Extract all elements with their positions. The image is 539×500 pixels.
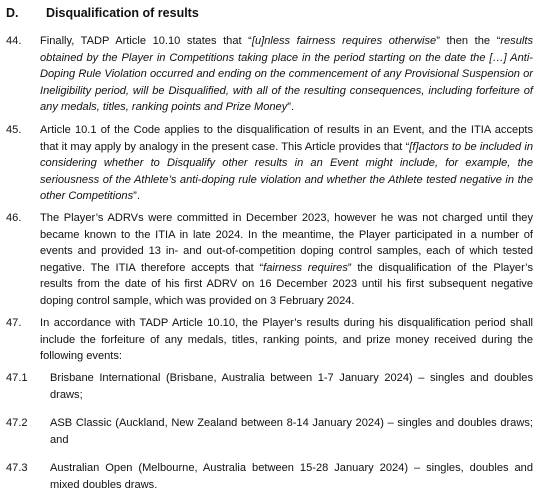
quoted-text-italic: fairness requires (263, 261, 348, 274)
paragraph-47-3 (6, 460, 533, 493)
paragraph-text (40, 315, 533, 365)
text-run: In accordance with TADP Article 10.10, the Player’s results during his disqualification period shall include the forfeiture of any medals, titles, ranking points, and prize money received during the following events: (40, 317, 533, 363)
paragraph-47-2 (6, 415, 533, 448)
text-run: ” then the “ (436, 35, 501, 47)
text-run: ”. (133, 190, 140, 203)
text-run: The Player’s ADRVs were committed in December 2023, however he was not charged until they became known to the ITIA in late 2024. In the meantime, the Player participated in a number of events and provided 13 in- and out-of-competition doping control samples, each of which tested negative. The ITIA therefore accepts that “ (40, 212, 533, 274)
text-run: Brisbane International (Brisbane, Australia between 1-7 January 2024) – singles and doubles draws; (50, 372, 533, 401)
quoted-text-italic: [f]actors to be included in considering whether to Disqualify other results in an Event might include, for example, the seriousness of the Athlete’s anti-doping rule violation and whether the Athlete tested negative in the other Competitions (40, 140, 534, 203)
paragraph-46 (6, 210, 533, 310)
quoted-text-italic: results obtained by the Player in Competitions taking place in the period starting on the date the […] Anti-Doping Rule Violation occurred and ending on the commencement of any Provisional Suspension or Ineligibility period, will be Disqualified, with all of the resulting consequences, including forfeiture of any medals, titles, ranking points and Prize Money (40, 35, 533, 114)
section-label: D. (6, 6, 19, 20)
text-run: ” the disqualification of the Player’s results from the date of his first ADRV on 16 December 2023 until his first subsequent negative doping control sample, which was provided on 3 February 2024. (40, 261, 533, 307)
text-run: ”. (287, 101, 295, 114)
section-heading (6, 6, 199, 20)
paragraph-text (50, 460, 533, 493)
paragraph-text (40, 210, 533, 310)
paragraph-number: 47. (6, 317, 22, 329)
paragraph-number: 44. (6, 35, 22, 47)
paragraph-text (50, 370, 533, 403)
paragraph-text (40, 33, 533, 116)
paragraph-number: 47.2 (6, 417, 28, 429)
text-run: ASB Classic (Auckland, New Zealand between 8-14 January 2024) – singles and doubles draws; and (50, 417, 533, 446)
paragraph-47 (6, 315, 533, 365)
paragraph-44 (6, 33, 533, 116)
section-title: Disqualification of results (46, 6, 199, 20)
paragraph-number: 45. (6, 124, 22, 136)
paragraph-47-1 (6, 370, 533, 403)
paragraph-text (50, 415, 533, 448)
paragraph-number: 47.3 (6, 462, 28, 474)
paragraph-text (40, 122, 533, 205)
text-run: Article 10.1 of the Code applies to the disqualification of results in an Event, and the ITIA accepts that it may apply by analogy in the present case. This Article provides that “ (40, 124, 533, 153)
quoted-text-italic: [u]nless fairness requires otherwise (251, 35, 437, 47)
paragraph-45 (6, 122, 533, 205)
paragraph-number: 47.1 (6, 372, 28, 384)
text-run: Australian Open (Melbourne, Australia between 15-28 January 2024) – singles, doubles and mixed doubles draws. (50, 462, 533, 491)
paragraph-number: 46. (6, 212, 22, 224)
text-run: Finally, TADP Article 10.10 states that “ (40, 35, 252, 47)
